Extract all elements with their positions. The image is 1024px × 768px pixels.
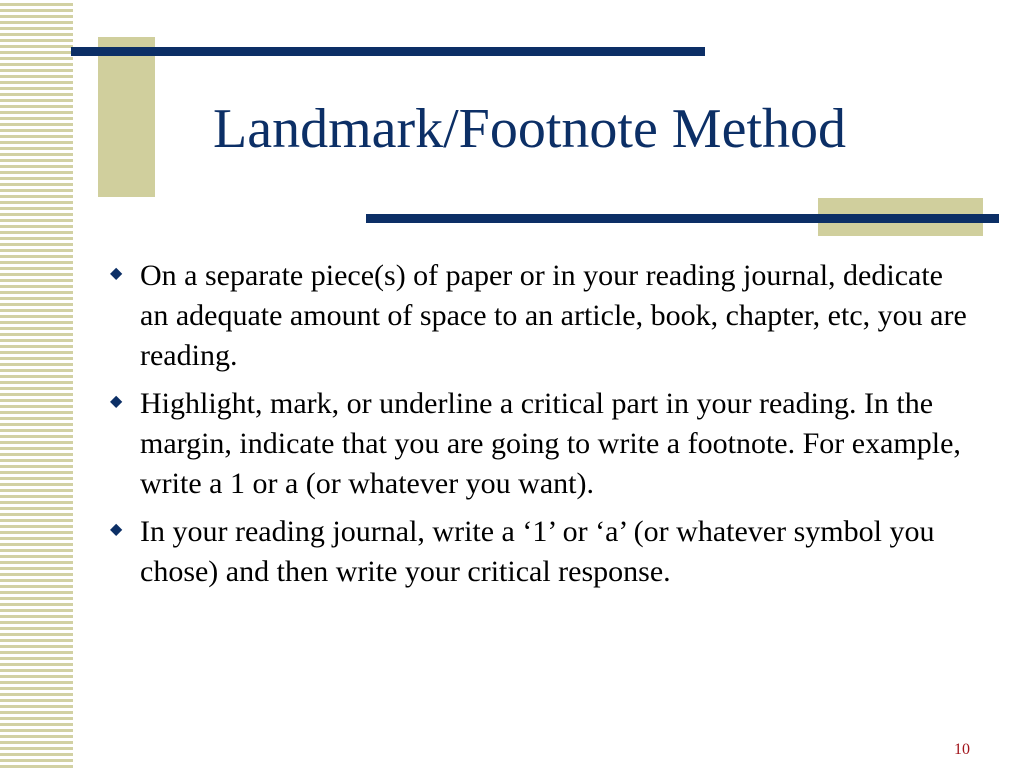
slide-title: Landmark/Footnote Method [213,98,847,160]
decorative-navy-line-bottom [366,214,999,223]
page-number: 10 [954,741,970,758]
bullet-item [104,512,974,592]
bullet-item [104,256,974,376]
bullet-text: Highlight, mark, or underline a critical part in your reading. In the margin, indicate that you are going to write a footnote. For example, write a 1 or a (or whatever you want). [140,387,961,500]
bullet-text: On a separate piece(s) of paper or in your reading journal, dedicate an adequate amount of space to an article, book, chapter, etc, you are reading. [140,259,967,372]
bullet-item [104,384,974,504]
decorative-navy-line-top [71,47,705,56]
diamond-bullet-icon: ◆ [110,521,123,538]
decorative-stripe-bar [0,0,73,768]
bullet-list [104,256,974,600]
diamond-bullet-icon: ◆ [110,265,123,282]
bullet-text: In your reading journal, write a ‘1’ or ‘a’ (or whatever symbol you chose) and then write your critical response. [140,515,935,588]
diamond-bullet-icon: ◆ [110,393,123,410]
decorative-tan-block-top [98,37,155,197]
